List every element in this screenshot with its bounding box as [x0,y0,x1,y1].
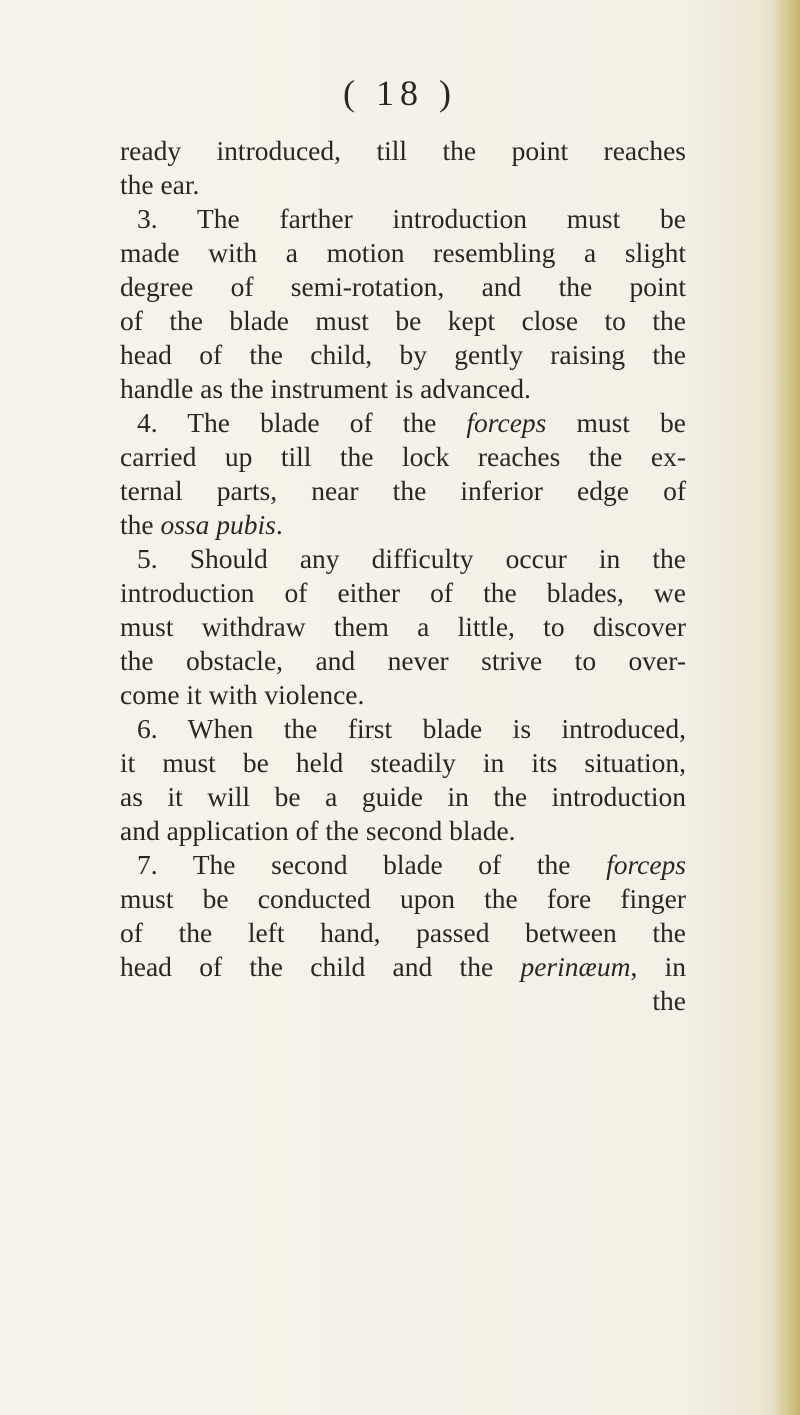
text-line: 3. The farther introduction must be [137,203,686,234]
page-edge [774,0,800,1415]
catchword: the [652,985,686,1016]
text-line: 5. Should any difficulty occur in the [137,543,686,574]
text-line: ready introduced, till the point reaches [120,135,686,166]
text-line: 7. The second blade of the forceps [137,849,686,880]
text-line: made with a motion resembling a slight [120,237,686,268]
text-line: the ossa pubis. [120,509,283,540]
text-line: introduction of either of the blades, we [120,577,686,608]
page-number: ( 18 ) [343,73,457,113]
text-line: 6. When the first blade is introduced, [137,713,686,744]
text-line: of the blade must be kept close to the [120,305,686,336]
text-line: the obstacle, and never strive to over- [120,645,686,676]
text-line: it must be held steadily in its situation, [120,747,686,778]
text-line: the ear. [120,169,200,200]
text-line: must be conducted upon the fore finger [120,883,686,914]
text-line: as it will be a guide in the introduction [120,781,686,812]
text-line: degree of semi-rotation, and the point [120,271,686,302]
text-line: head of the child and the perinæum, in [120,951,686,982]
text-line: handle as the instrument is advanced. [120,373,531,404]
text-line: head of the child, by gently raising the [120,339,686,370]
text-line: come it with violence. [120,679,365,710]
text-line: of the left hand, passed between the [120,917,686,948]
text-line: carried up till the lock reaches the ex- [120,441,686,472]
text-line: ternal parts, near the inferior edge of [120,475,686,506]
text-line: 4. The blade of the forceps must be [137,407,686,438]
text-line: and application of the second blade. [120,815,516,846]
text-line: must withdraw them a little, to discover [120,611,686,642]
